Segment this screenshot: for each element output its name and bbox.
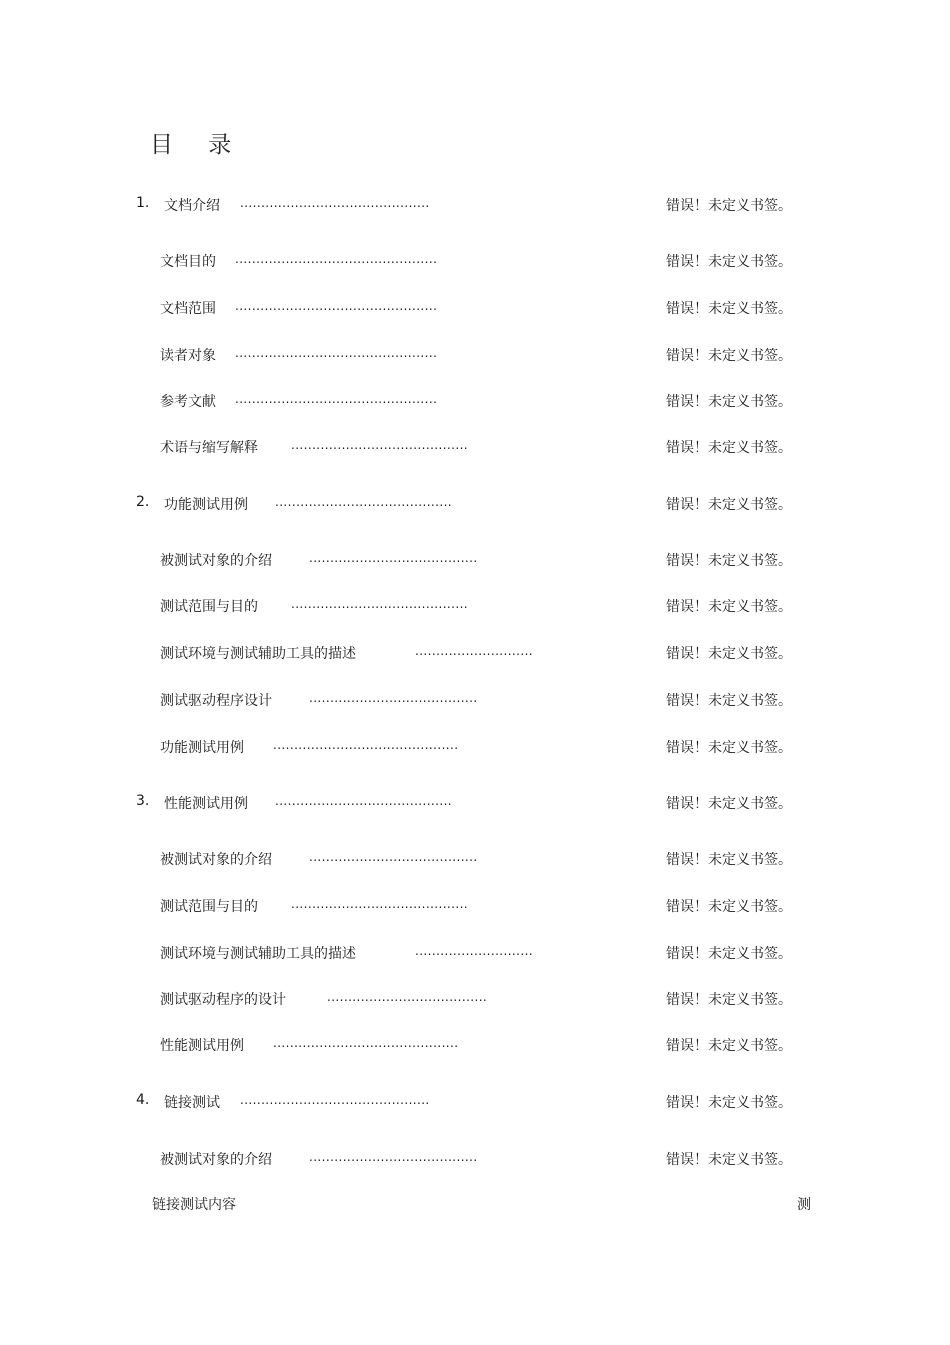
toc-entry-label: 被测试对象的介绍 [160,1152,272,1168]
toc-entry-leader: ................................................ [235,392,438,406]
toc-entry-label: 参考文献 [160,394,216,410]
toc-entry-number: 3. [136,793,150,809]
toc-entry-label: 术语与缩写解释 [160,440,258,456]
toc-entry[interactable] [0,690,950,712]
toc-entry[interactable] [0,1035,950,1057]
toc-entry-label: 读者对象 [160,348,216,364]
toc-entry[interactable] [0,251,950,273]
toc-entry[interactable] [0,596,950,618]
toc-entry[interactable] [0,195,950,217]
toc-entry-page-ref: 错误！未定义书签。 [666,497,792,513]
toc-entry-leader: .......................................... [275,495,453,509]
toc-entry[interactable] [0,391,950,413]
toc-entry-page-ref: 错误！未定义书签。 [666,599,792,615]
toc-entry-label: 链接测试 [164,1095,220,1111]
toc-entry-leader: ............................................ [273,1036,459,1050]
toc-entry-label: 测试驱动程序设计 [160,693,272,709]
toc-entry[interactable] [0,989,950,1011]
toc-entry-leader: .......................................... [291,597,469,611]
toc-entry-leader: ............................ [415,944,534,958]
toc-entry-leader: ............................................. [240,1093,430,1107]
toc-entry-page-ref: 错误！未定义书签。 [666,852,792,868]
toc-entry-leader: .......................................... [291,897,469,911]
toc-entry-label: 文档介绍 [164,198,220,214]
toc-entry-leader: ............................ [415,644,534,658]
toc-entry[interactable] [0,896,950,918]
toc-entry-label: 测试范围与目的 [160,899,258,915]
toc-entry[interactable] [0,793,950,815]
toc-title: 目 录 [150,132,246,158]
trailing-right: 测 [797,1197,811,1213]
toc-entry-leader: ................................................ [235,299,438,313]
toc-entry[interactable] [0,345,950,367]
toc-entry-label: 功能测试用例 [160,740,244,756]
toc-entry[interactable] [0,437,950,459]
toc-entry-page-ref: 错误！未定义书签。 [666,394,792,410]
toc-entry-label: 测试环境与测试辅助工具的描述 [160,946,356,962]
toc-entry-leader: ........................................ [309,850,478,864]
toc-entry-label: 测试驱动程序的设计 [160,992,286,1008]
toc-entry-label: 文档目的 [160,254,216,270]
toc-entry-page-ref: 错误！未定义书签。 [666,740,792,756]
toc-entry-leader: ............................................. [240,196,430,210]
toc-entry[interactable] [0,943,950,965]
toc-entry[interactable] [0,849,950,871]
toc-entry-leader: ................................................ [235,252,438,266]
toc-entry-page-ref: 错误！未定义书签。 [666,1152,792,1168]
toc-entry-page-ref: 错误！未定义书签。 [666,348,792,364]
toc-entry-label: 性能测试用例 [164,796,248,812]
toc-entry[interactable] [0,298,950,320]
trailing-label: 链接测试内容 [152,1197,236,1213]
toc-entry[interactable] [0,643,950,665]
toc-entry-page-ref: 错误！未定义书签。 [666,796,792,812]
toc-entry-page-ref: 错误！未定义书签。 [666,301,792,317]
toc-entry-label: 功能测试用例 [164,497,248,513]
toc-entry[interactable] [0,737,950,759]
toc-entry-page-ref: 错误！未定义书签。 [666,440,792,456]
toc-entry-page-ref: 错误！未定义书签。 [666,992,792,1008]
toc-entry-page-ref: 错误！未定义书签。 [666,946,792,962]
toc-entry-number: 2. [136,494,150,510]
toc-entry[interactable] [0,1149,950,1171]
toc-entry-label: 性能测试用例 [160,1038,244,1054]
toc-entry[interactable] [0,550,950,572]
toc-entry-number: 4. [136,1092,150,1108]
toc-entry-page-ref: 错误！未定义书签。 [666,693,792,709]
toc-entry-leader: ................................................ [235,346,438,360]
toc-entry-leader: ........................................ [309,551,478,565]
toc-entry-label: 被测试对象的介绍 [160,553,272,569]
toc-entry-leader: ........................................ [309,691,478,705]
toc-entry-leader: ...................................... [327,990,488,1004]
toc-entry-label: 测试范围与目的 [160,599,258,615]
toc-entry-page-ref: 错误！未定义书签。 [666,1095,792,1111]
toc-entry[interactable] [0,494,950,516]
toc-entry-leader: ........................................ [309,1150,478,1164]
toc-entry-label: 测试环境与测试辅助工具的描述 [160,646,356,662]
toc-entry-page-ref: 错误！未定义书签。 [666,1038,792,1054]
toc-entry-page-ref: 错误！未定义书签。 [666,646,792,662]
toc-entry[interactable] [0,1092,950,1114]
toc-entry-label: 被测试对象的介绍 [160,852,272,868]
toc-entry-leader: ............................................ [273,738,459,752]
toc-entry-page-ref: 错误！未定义书签。 [666,198,792,214]
toc-entry-page-ref: 错误！未定义书签。 [666,254,792,270]
toc-entry-leader: .......................................... [291,438,469,452]
toc-entry-page-ref: 错误！未定义书签。 [666,899,792,915]
toc-entry-page-ref: 错误！未定义书签。 [666,553,792,569]
toc-entry-leader: .......................................... [275,794,453,808]
toc-entry-number: 1. [136,195,150,211]
toc-entry-label: 文档范围 [160,301,216,317]
